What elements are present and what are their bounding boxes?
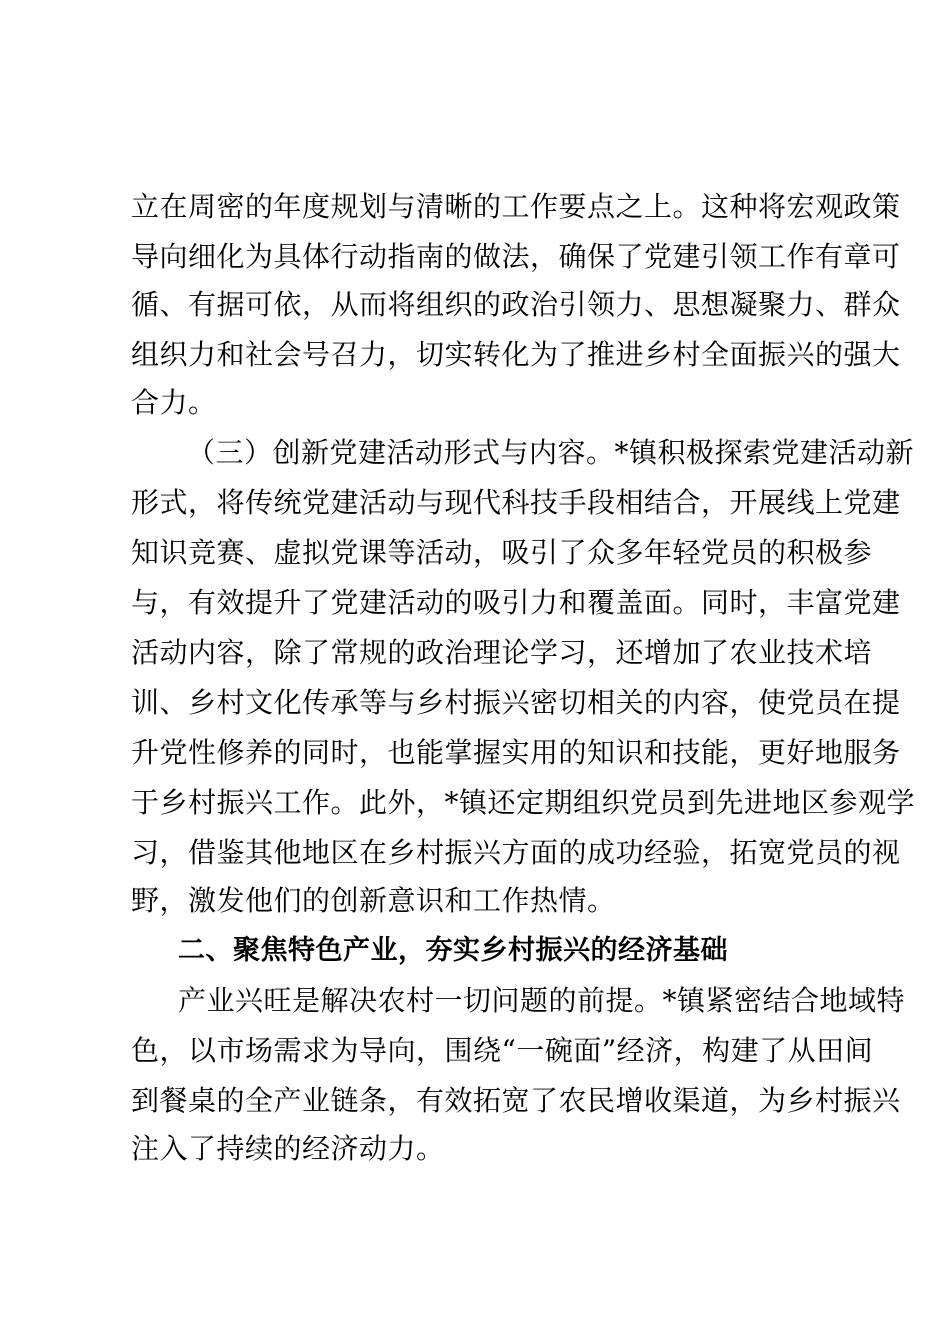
paragraph-line: 产业兴旺是解决农村一切问题的前提。*镇紧密结合地域特 (178, 984, 906, 1017)
paragraph-line: 习，借鉴其他地区在乡村振兴方面的成功经验，拓宽党员的视 (131, 836, 901, 869)
paragraph-line: 组织力和社会号召力，切实转化为了推进乡村全面振兴的强大 (131, 338, 901, 371)
paragraph-line: 立在周密的年度规划与清晰的工作要点之上。这种将宏观政策 (131, 190, 901, 223)
paragraph-line: 合力。 (131, 386, 217, 419)
paragraph-line: 循、有据可依，从而将组织的政治引领力、思想凝聚力、群众 (131, 288, 901, 321)
paragraph-line: 于乡村振兴工作。此外，*镇还定期组织党员到先进地区参观学 (131, 786, 916, 819)
paragraph-line: 知识竞赛、虚拟党课等活动，吸引了众多年轻党员的积极参 (131, 536, 873, 569)
paragraph-line: 到餐桌的全产业链条，有效拓宽了农民增收渠道，为乡村振兴 (131, 1084, 901, 1117)
paragraph-line: 野，激发他们的创新意识和工作热情。 (131, 884, 616, 917)
paragraph-line: 形式，将传统党建活动与现代科技手段相结合，开展线上党建 (131, 486, 901, 519)
subsection-heading-line: （三）创新党建活动形式与内容。*镇积极探索党建活动新 (187, 436, 915, 469)
paragraph-line: 色，以市场需求为导向，围绕“一碗面”经济，构建了从田间 (131, 1034, 874, 1067)
paragraph-line: 活动内容，除了常规的政治理论学习，还增加了农业技术培 (131, 636, 873, 669)
paragraph-line: 导向细化为具体行动指南的做法，确保了党建引领工作有章可 (131, 240, 901, 273)
paragraph-line: 训、乡村文化传承等与乡村振兴密切相关的内容，使党员在提 (131, 686, 901, 719)
paragraph-line: 注入了持续的经济动力。 (131, 1132, 445, 1165)
paragraph-line: 升党性修养的同时，也能掌握实用的知识和技能，更好地服务 (131, 736, 901, 769)
section-heading: 二、聚焦特色产业，夯实乡村振兴的经济基础 (178, 935, 728, 966)
paragraph-line: 与，有效提升了党建活动的吸引力和覆盖面。同时，丰富党建 (131, 586, 901, 619)
